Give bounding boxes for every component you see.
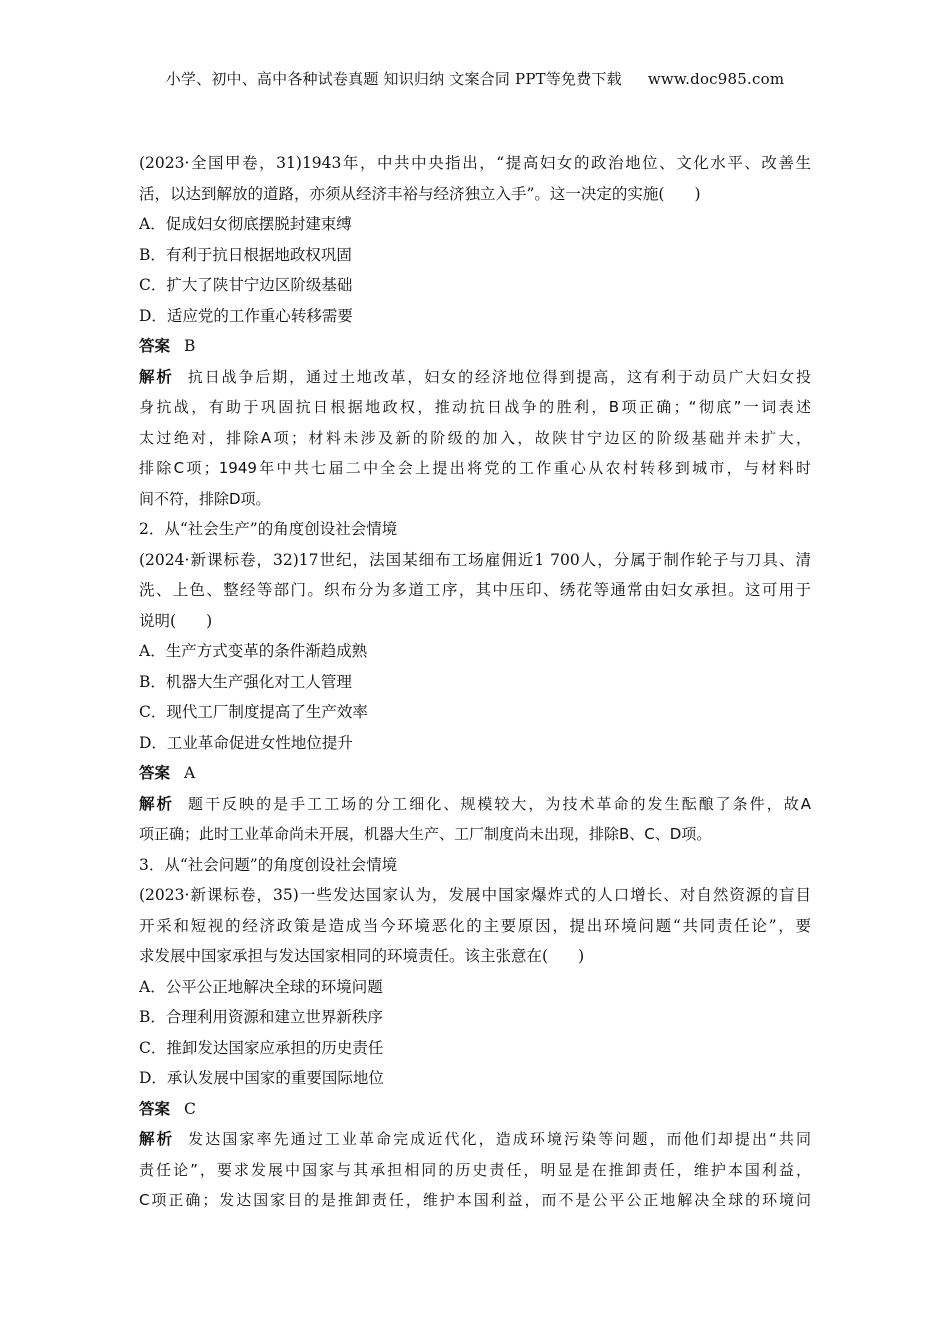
- document-body: [139, 148, 811, 1216]
- answer-label: 答案: [139, 764, 171, 782]
- question-3-option-b: B．合理利用资源和建立世界新秩序: [139, 1008, 383, 1026]
- question-1-analysis-line-1: 解析 抗日战争后期，通过土地改革，妇女的经济地位得到提高，这有利于动员广大妇女投: [139, 367, 811, 386]
- question-3-stem-line-1: (2023·新课标卷，35)一些发达国家认为，发展中国家爆炸式的人口增长、对自然资源的盲目: [139, 886, 811, 904]
- question-2-stem-line-2: 洗、上色、整经等部门。织布分为多道工序，其中压印、绣花等通常由妇女承担。这可用于: [139, 581, 811, 599]
- question-2-option-d: D．工业革命促进女性地位提升: [139, 733, 353, 752]
- question-1-stem-line-1: (2023·全国甲卷，31)1943年，中共中央指出，“提高妇女的政治地位、文化水平、改善生: [139, 154, 811, 172]
- question-3-option-a: A．公平公正地解决全球的环境问题: [139, 977, 383, 996]
- question-3-analysis-line-3: C项正确；发达国家目的是推卸责任，维护本国利益，而不是公平公正地解决全球的环境问: [139, 1191, 811, 1209]
- answer-value: B: [184, 337, 196, 355]
- answer-value: C: [184, 1099, 196, 1118]
- question-2-option-c: C．现代工厂制度提高了生产效率: [139, 703, 368, 721]
- question-3-option-c: C．推卸发达国家应承担的历史责任: [139, 1038, 384, 1057]
- question-2-stem-line-1: (2024·新课标卷，32)17世纪，法国某细布工场雇佣近1 700人，分属于制作轮子与刀具、清: [139, 550, 811, 569]
- question-2-analysis-line-2: 项正确；此时工业革命尚未开展，机器大生产、工厂制度尚未出现，排除B、C、D项。: [139, 825, 712, 843]
- question-1-analysis-line-3: 太过绝对，排除A项；材料未涉及新的阶级的加入，故陕甘宁边区的阶级基础并未扩大，: [139, 428, 811, 447]
- header-site-link[interactable]: www.doc985.com: [647, 70, 785, 88]
- question-3-stem-line-2: 开采和短视的经济政策是造成当今环境恶化的主要原因，提出环境问题“共同责任论”，要: [139, 916, 811, 935]
- page-header: [0, 68, 950, 90]
- section-3-heading: 3．从“社会问题”的角度创设社会情境: [139, 855, 398, 874]
- question-3-stem-line-3: 求发展中国家承担与发达国家相同的环境责任。该主张意在( ): [139, 947, 585, 965]
- question-2-analysis-line-1: 解析 题干反映的是手工工场的分工细化、规模较大，为技术革命的发生酝酿了条件，故A: [139, 794, 811, 813]
- question-3-analysis-line-1: 解析 发达国家率先通过工业革命完成近代化，造成环境污染等问题，而他们却提出“共同: [139, 1130, 811, 1148]
- question-2-stem-line-3: 说明( ): [139, 611, 213, 630]
- question-1-option-d: D．适应党的工作重心转移需要: [139, 306, 353, 325]
- question-1-analysis-line-4: 排除C项；1949年中共七届二中全会上提出将党的工作重心从农村转移到城市，与材料时: [139, 459, 811, 477]
- question-1-answer: [139, 331, 811, 362]
- question-2-answer: [139, 758, 811, 789]
- section-2-heading: 2．从“社会生产”的角度创设社会情境: [139, 520, 398, 538]
- answer-label: 答案: [139, 1099, 171, 1118]
- question-1-analysis-line-5: 间不符，排除D项。: [139, 489, 271, 508]
- question-1-analysis-line-2: 身抗战，有助于巩固抗日根据地政权，推动抗日战争的胜利，B项正确；“彻底”一词表述: [139, 398, 811, 416]
- header-slogan: 小学、初中、高中各种试卷真题 知识归纳 文案合同 PPT等免费下载: [165, 70, 622, 88]
- question-1-option-b: B．有利于抗日根据地政权巩固: [139, 245, 352, 264]
- question-1: [139, 148, 811, 514]
- analysis-label: 解析: [139, 794, 175, 813]
- question-3: [139, 880, 811, 1216]
- question-2: [139, 545, 811, 850]
- question-3-analysis-line-2: 责任论”，要求发展中国家与其承担相同的历史责任，明显是在推卸责任，维护本国利益，: [139, 1160, 811, 1179]
- question-1-stem-line-2: 活，以达到解放的道路，亦须从经济丰裕与经济独立入手”。这一决定的实施( ): [139, 184, 701, 203]
- question-2-option-a: A．生产方式变革的条件渐趋成熟: [139, 642, 368, 660]
- question-3-option-d: D．承认发展中国家的重要国际地位: [139, 1069, 384, 1087]
- question-2-option-b: B．机器大生产强化对工人管理: [139, 672, 352, 691]
- analysis-label: 解析: [139, 367, 174, 386]
- question-3-answer: [139, 1094, 811, 1125]
- answer-value: A: [184, 764, 196, 782]
- question-1-option-a: A．促成妇女彻底摆脱封建束缚: [139, 215, 352, 233]
- question-1-option-c: C．扩大了陕甘宁边区阶级基础: [139, 276, 353, 294]
- answer-label: 答案: [139, 337, 171, 355]
- analysis-label: 解析: [139, 1130, 175, 1148]
